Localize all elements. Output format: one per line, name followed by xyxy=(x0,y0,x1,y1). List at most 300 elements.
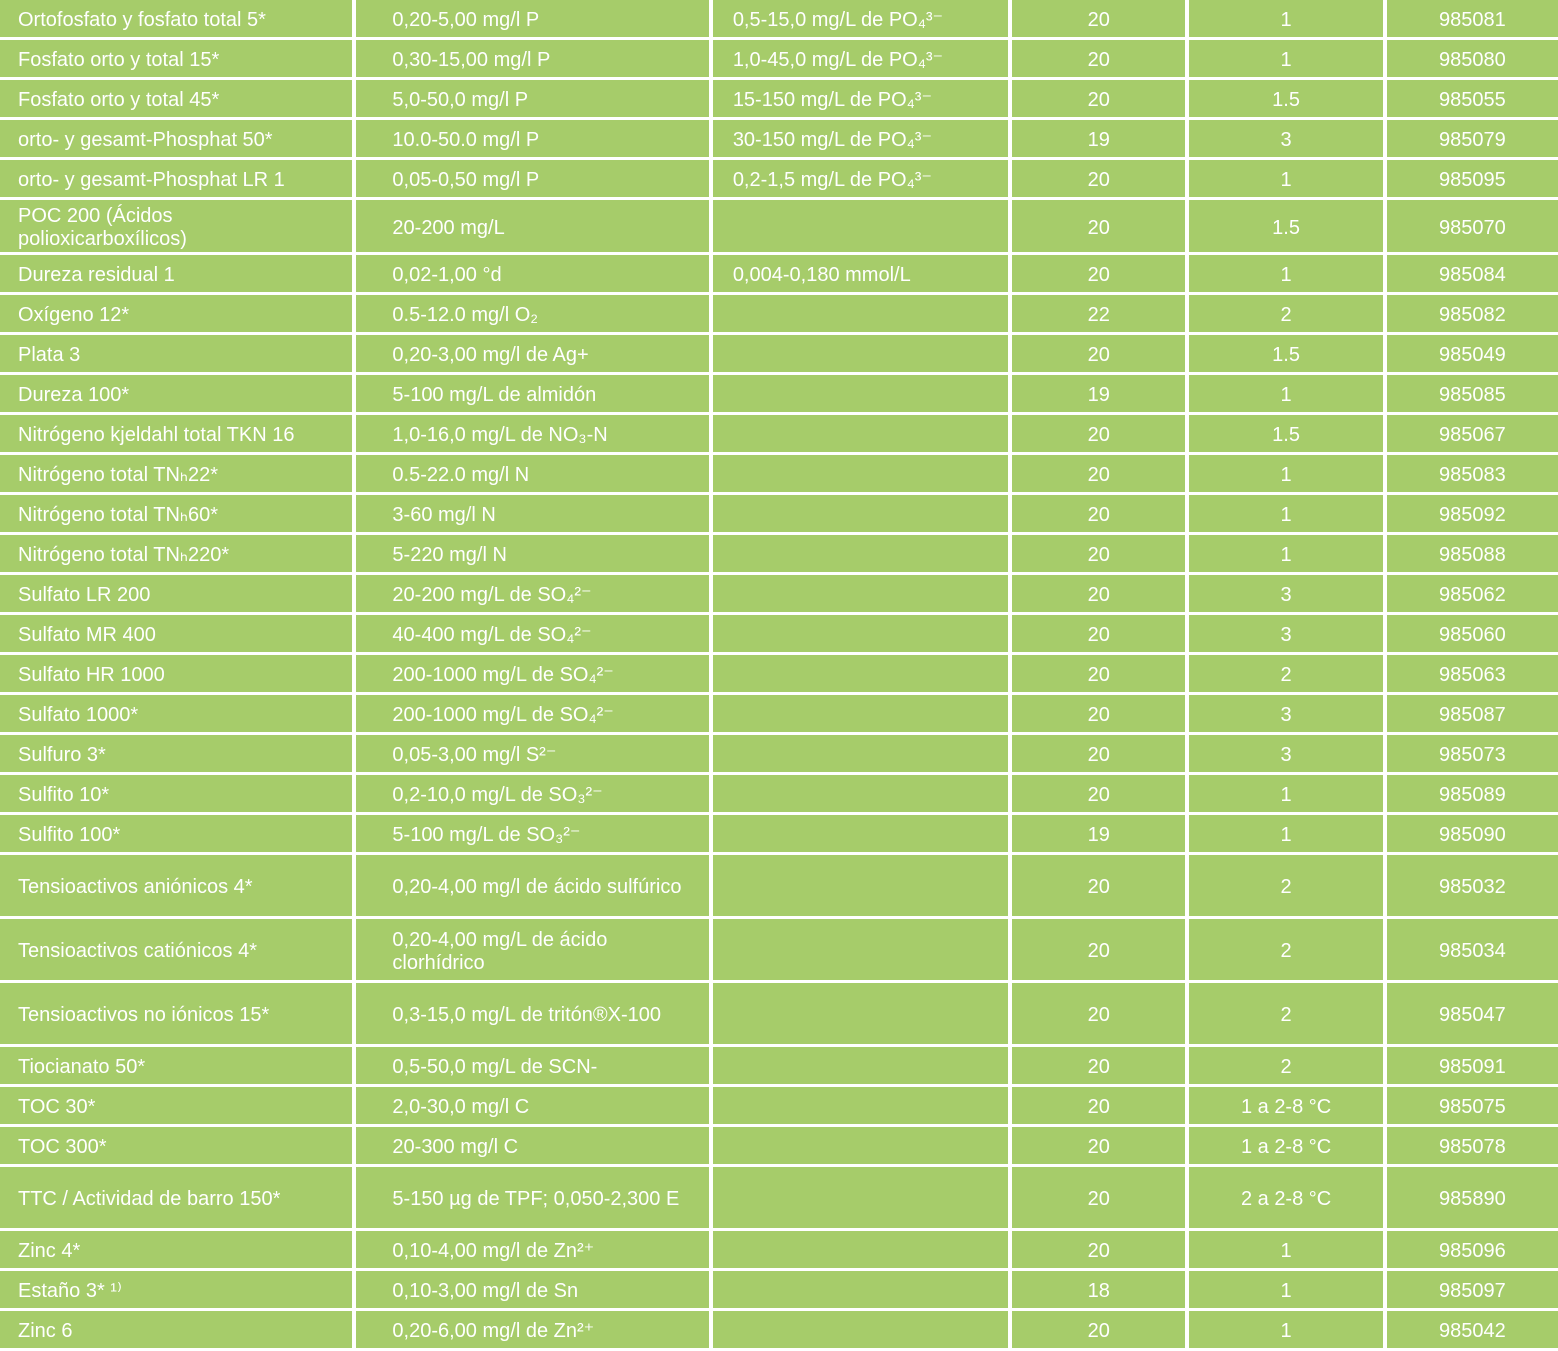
article-code-cell-text: 985095 xyxy=(1439,169,1506,191)
test-name-cell-text: Tiocianato 50* xyxy=(18,1056,146,1078)
table-row xyxy=(0,535,1558,572)
tests-count-cell xyxy=(1012,695,1185,732)
time-cell xyxy=(1189,535,1383,572)
alternate-range-cell xyxy=(713,1087,1008,1124)
tests-count-cell xyxy=(1012,919,1185,980)
alternate-range-cell xyxy=(713,1127,1008,1164)
table-row xyxy=(0,1311,1558,1348)
time-cell-text: 3 xyxy=(1280,744,1292,766)
measuring-range-cell xyxy=(356,120,708,157)
time-cell xyxy=(1189,120,1383,157)
article-code-cell-text: 985081 xyxy=(1439,9,1506,31)
test-name-cell xyxy=(0,1311,352,1348)
alternate-range-cell xyxy=(713,1231,1008,1268)
test-name-cell-text: Ortofosfato y fosfato total 5* xyxy=(18,9,266,31)
table-row xyxy=(0,1167,1558,1228)
article-code-cell xyxy=(1387,1231,1558,1268)
time-cell xyxy=(1189,815,1383,852)
article-code-cell xyxy=(1387,335,1558,372)
table-row xyxy=(0,80,1558,117)
article-code-cell-text: 985078 xyxy=(1439,1136,1506,1158)
time-cell-text: 3 xyxy=(1280,584,1292,606)
article-code-cell xyxy=(1387,1311,1558,1348)
tests-count-cell xyxy=(1012,120,1185,157)
time-cell-text: 2 a 2-8 °C xyxy=(1240,1188,1332,1210)
measuring-range-cell-text: 200-1000 mg/L de SO₄²⁻ xyxy=(392,664,614,686)
tests-count-cell-text: 20 xyxy=(1087,784,1110,806)
article-code-cell-text: 985087 xyxy=(1439,704,1506,726)
alternate-range-cell-text: 0,5-15,0 mg/L de PO₄³⁻ xyxy=(732,9,944,31)
table-row xyxy=(0,1047,1558,1084)
measuring-range-cell xyxy=(356,255,708,292)
measuring-range-cell-text: 1,0-16,0 mg/L de NO₃-N xyxy=(392,424,608,446)
measuring-range-cell xyxy=(356,1047,708,1084)
table-row xyxy=(0,455,1558,492)
time-cell xyxy=(1189,1047,1383,1084)
tests-count-cell xyxy=(1012,1047,1185,1084)
measuring-range-cell xyxy=(356,495,708,532)
tests-count-cell-text: 20 xyxy=(1087,744,1110,766)
time-cell-text: 3 xyxy=(1280,704,1292,726)
tests-count-cell-text: 20 xyxy=(1087,216,1110,239)
time-cell xyxy=(1189,1087,1383,1124)
tests-count-cell xyxy=(1012,1087,1185,1124)
time-cell xyxy=(1189,1311,1383,1348)
alternate-range-cell xyxy=(713,535,1008,572)
time-cell-text: 3 xyxy=(1280,624,1292,646)
article-code-cell xyxy=(1387,535,1558,572)
alternate-range-cell xyxy=(713,40,1008,77)
alternate-range-cell xyxy=(713,655,1008,692)
alternate-range-cell xyxy=(713,255,1008,292)
measuring-range-cell xyxy=(356,1087,708,1124)
test-name-cell-text: Sulfuro 3* xyxy=(18,744,106,766)
test-name-cell-text: Dureza 100* xyxy=(18,384,130,406)
measuring-range-cell xyxy=(356,815,708,852)
table-row xyxy=(0,160,1558,197)
test-name-cell-text: Nitrógeno total TNₕ60* xyxy=(18,504,219,526)
time-cell-text: 1 xyxy=(1280,1320,1292,1342)
article-code-cell xyxy=(1387,1087,1558,1124)
test-name-cell-text: Fosfato orto y total 45* xyxy=(18,89,220,111)
article-code-cell-text: 985032 xyxy=(1439,876,1506,898)
article-code-cell-text: 985079 xyxy=(1439,129,1506,151)
tests-count-cell xyxy=(1012,375,1185,412)
time-cell-text: 1.5 xyxy=(1272,216,1300,239)
article-code-cell xyxy=(1387,615,1558,652)
time-cell-text: 1 a 2-8 °C xyxy=(1240,1096,1332,1118)
time-cell xyxy=(1189,1231,1383,1268)
tests-count-cell-text: 20 xyxy=(1087,89,1110,111)
article-code-cell-text: 985097 xyxy=(1439,1280,1506,1302)
measuring-range-cell-text: 0,20-6,00 mg/l de Zn²⁺ xyxy=(392,1320,595,1342)
test-name-cell-text: Estaño 3* ¹⁾ xyxy=(18,1280,122,1302)
measuring-range-cell-text: 20-300 mg/l C xyxy=(392,1136,519,1158)
tests-count-cell-text: 20 xyxy=(1087,424,1110,446)
time-cell xyxy=(1189,919,1383,980)
tests-count-cell-text: 20 xyxy=(1087,504,1110,526)
measuring-range-cell-text: 0,10-3,00 mg/l de Sn xyxy=(392,1280,579,1302)
measuring-range-cell xyxy=(356,735,708,772)
time-cell-text: 1 xyxy=(1280,544,1292,566)
measuring-range-cell xyxy=(356,775,708,812)
article-code-cell xyxy=(1387,695,1558,732)
article-code-cell-text: 985049 xyxy=(1439,344,1506,366)
article-code-cell xyxy=(1387,735,1558,772)
time-cell xyxy=(1189,1271,1383,1308)
tests-count-cell-text: 20 xyxy=(1087,169,1110,191)
measuring-range-cell xyxy=(356,919,708,980)
alternate-range-cell xyxy=(713,80,1008,117)
test-name-cell-text: Zinc 6 xyxy=(18,1320,73,1342)
measuring-range-cell xyxy=(356,655,708,692)
table-row xyxy=(0,200,1558,252)
test-name-cell-text: Sulfato HR 1000 xyxy=(18,664,165,686)
test-name-cell xyxy=(0,815,352,852)
article-code-cell-text: 985067 xyxy=(1439,424,1506,446)
alternate-range-cell xyxy=(713,855,1008,916)
alternate-range-cell xyxy=(713,415,1008,452)
test-name-cell xyxy=(0,415,352,452)
tests-count-cell-text: 20 xyxy=(1087,544,1110,566)
test-name-cell xyxy=(0,335,352,372)
measuring-range-cell xyxy=(356,1271,708,1308)
tests-count-cell xyxy=(1012,1167,1185,1228)
time-cell-text: 1 xyxy=(1280,384,1292,406)
tests-count-cell xyxy=(1012,1311,1185,1348)
measuring-range-cell xyxy=(356,160,708,197)
test-name-cell-text: Sulfato 1000* xyxy=(18,704,139,726)
test-name-cell-text: TTC / Actividad de barro 150* xyxy=(18,1188,281,1210)
measuring-range-cell xyxy=(356,455,708,492)
time-cell-text: 1.5 xyxy=(1272,424,1300,446)
test-name-cell xyxy=(0,1047,352,1084)
article-code-cell-text: 985083 xyxy=(1439,464,1506,486)
measuring-range-cell-text: 5,0-50,0 mg/l P xyxy=(392,89,529,111)
tests-count-cell-text: 20 xyxy=(1087,940,1110,962)
article-code-cell-text: 985062 xyxy=(1439,584,1506,606)
test-name-cell-text: Tensioactivos aniónicos 4* xyxy=(18,876,253,898)
test-name-cell xyxy=(0,375,352,412)
time-cell-text: 1 a 2-8 °C xyxy=(1240,1136,1332,1158)
tests-count-cell xyxy=(1012,855,1185,916)
test-name-cell xyxy=(0,983,352,1044)
test-name-cell-text: orto- y gesamt-Phosphat LR 1 xyxy=(18,169,285,191)
time-cell xyxy=(1189,160,1383,197)
article-code-cell-text: 985090 xyxy=(1439,824,1506,846)
article-code-cell xyxy=(1387,200,1558,252)
tests-count-cell-text: 20 xyxy=(1087,344,1110,366)
tests-count-cell xyxy=(1012,815,1185,852)
test-name-cell xyxy=(0,1167,352,1228)
test-name-cell xyxy=(0,655,352,692)
measuring-range-cell-text: 10.0-50.0 mg/l P xyxy=(392,129,540,151)
measuring-range-cell-text: 0,2-10,0 mg/L de SO₃²⁻ xyxy=(392,784,603,806)
time-cell xyxy=(1189,855,1383,916)
time-cell xyxy=(1189,1127,1383,1164)
table-row xyxy=(0,0,1558,37)
tests-count-cell xyxy=(1012,160,1185,197)
test-name-cell-text: POC 200 (Ácidos polioxicarboxílicos) xyxy=(18,205,187,250)
table-row xyxy=(0,375,1558,412)
table-row xyxy=(0,855,1558,916)
table-row xyxy=(0,120,1558,157)
article-code-cell xyxy=(1387,815,1558,852)
tests-count-cell xyxy=(1012,335,1185,372)
test-name-cell-text: Sulfito 10* xyxy=(18,784,110,806)
article-code-cell xyxy=(1387,855,1558,916)
measuring-range-cell xyxy=(356,615,708,652)
tests-count-cell-text: 20 xyxy=(1087,1096,1110,1118)
article-code-cell-text: 985073 xyxy=(1439,744,1506,766)
test-name-cell xyxy=(0,80,352,117)
time-cell xyxy=(1189,40,1383,77)
time-cell xyxy=(1189,1167,1383,1228)
alternate-range-cell xyxy=(713,160,1008,197)
time-cell-text: 2 xyxy=(1280,1056,1292,1078)
time-cell-text: 3 xyxy=(1280,129,1292,151)
article-code-cell-text: 985096 xyxy=(1439,1240,1506,1262)
time-cell-text: 2 xyxy=(1280,664,1292,686)
measuring-range-cell xyxy=(356,335,708,372)
tests-count-cell xyxy=(1012,200,1185,252)
article-code-cell-text: 985080 xyxy=(1439,49,1506,71)
alternate-range-cell xyxy=(713,919,1008,980)
measuring-range-cell-text: 0,3-15,0 mg/L de tritón®X-100 xyxy=(392,1004,661,1026)
test-name-cell xyxy=(0,200,352,252)
tests-count-cell xyxy=(1012,1271,1185,1308)
measuring-range-cell-text: 3-60 mg/l N xyxy=(392,504,496,526)
tests-count-cell xyxy=(1012,735,1185,772)
tests-count-cell-text: 20 xyxy=(1087,1188,1110,1210)
article-code-cell xyxy=(1387,919,1558,980)
test-name-cell xyxy=(0,855,352,916)
measuring-range-cell-text: 0.5-12.0 mg/l O₂ xyxy=(392,304,539,326)
measuring-range-cell-text: 0,20-5,00 mg/l P xyxy=(392,9,540,31)
measuring-range-cell-text: 0,02-1,00 °d xyxy=(392,264,502,286)
time-cell-text: 1 xyxy=(1280,784,1292,806)
test-name-cell xyxy=(0,775,352,812)
test-name-cell xyxy=(0,0,352,37)
measuring-range-cell xyxy=(356,40,708,77)
time-cell xyxy=(1189,983,1383,1044)
tests-count-cell xyxy=(1012,983,1185,1044)
test-name-cell-text: Dureza residual 1 xyxy=(18,264,175,286)
measuring-range-cell xyxy=(356,575,708,612)
measuring-range-cell xyxy=(356,0,708,37)
tests-count-cell-text: 20 xyxy=(1087,1320,1110,1342)
test-name-cell xyxy=(0,160,352,197)
tests-count-cell-text: 20 xyxy=(1087,664,1110,686)
measuring-range-cell-text: 5-100 mg/L de SO₃²⁻ xyxy=(392,824,581,846)
test-name-cell-text: Nitrógeno total TNₕ22* xyxy=(18,464,219,486)
tests-count-cell xyxy=(1012,535,1185,572)
article-code-cell-text: 985070 xyxy=(1439,216,1506,239)
measuring-range-cell-text: 20-200 mg/L de SO₄²⁻ xyxy=(392,584,592,606)
tests-count-cell xyxy=(1012,1127,1185,1164)
table-row xyxy=(0,40,1558,77)
measuring-range-cell-text: 5-220 mg/l N xyxy=(392,544,507,566)
tests-count-cell xyxy=(1012,775,1185,812)
alternate-range-cell xyxy=(713,983,1008,1044)
test-name-cell xyxy=(0,1271,352,1308)
time-cell xyxy=(1189,695,1383,732)
alternate-range-cell xyxy=(713,695,1008,732)
article-code-cell xyxy=(1387,1271,1558,1308)
alternate-range-cell xyxy=(713,815,1008,852)
measuring-range-cell-text: 0,20-3,00 mg/l de Ag+ xyxy=(392,344,589,366)
tests-count-cell xyxy=(1012,0,1185,37)
time-cell-text: 1 xyxy=(1280,9,1292,31)
tests-count-cell-text: 20 xyxy=(1087,49,1110,71)
time-cell-text: 1 xyxy=(1280,264,1292,286)
time-cell-text: 2 xyxy=(1280,940,1292,962)
article-code-cell xyxy=(1387,415,1558,452)
article-code-cell-text: 985060 xyxy=(1439,624,1506,646)
table-row xyxy=(0,919,1558,980)
measuring-range-cell-text: 2,0-30,0 mg/l C xyxy=(392,1096,530,1118)
tests-count-cell-text: 20 xyxy=(1087,9,1110,31)
test-name-cell-text: TOC 300* xyxy=(18,1136,107,1158)
table-row xyxy=(0,983,1558,1044)
alternate-range-cell xyxy=(713,1167,1008,1228)
alternate-range-cell xyxy=(713,1311,1008,1348)
alternate-range-cell xyxy=(713,495,1008,532)
test-name-cell xyxy=(0,1087,352,1124)
test-name-cell xyxy=(0,615,352,652)
alternate-range-cell xyxy=(713,375,1008,412)
article-code-cell-text: 985084 xyxy=(1439,264,1506,286)
test-name-cell-text: orto- y gesamt-Phosphat 50* xyxy=(18,129,273,151)
table-row xyxy=(0,735,1558,772)
table-row xyxy=(0,415,1558,452)
article-code-cell xyxy=(1387,455,1558,492)
article-code-cell xyxy=(1387,295,1558,332)
alternate-range-cell xyxy=(713,1271,1008,1308)
time-cell-text: 1 xyxy=(1280,1240,1292,1262)
test-name-cell xyxy=(0,575,352,612)
alternate-range-cell xyxy=(713,200,1008,252)
measuring-range-cell-text: 0,20-4,00 mg/L de ácido clorhídrico xyxy=(392,928,608,974)
test-name-cell-text: Tensioactivos catiónicos 4* xyxy=(18,940,258,962)
article-code-cell-text: 985085 xyxy=(1439,384,1506,406)
time-cell-text: 1 xyxy=(1280,169,1292,191)
measuring-range-cell xyxy=(356,1167,708,1228)
alternate-range-cell-text: 0,004-0,180 mmol/L xyxy=(732,264,911,286)
article-code-cell-text: 985082 xyxy=(1439,304,1506,326)
article-code-cell xyxy=(1387,375,1558,412)
article-code-cell-text: 985088 xyxy=(1439,544,1506,566)
tests-count-cell-text: 20 xyxy=(1087,876,1110,898)
alternate-range-cell xyxy=(713,295,1008,332)
time-cell xyxy=(1189,0,1383,37)
tests-count-cell-text: 20 xyxy=(1087,1240,1110,1262)
test-name-cell-text: Sulfato MR 400 xyxy=(18,624,156,646)
tests-count-cell-text: 20 xyxy=(1087,1136,1110,1158)
tests-count-cell-text: 20 xyxy=(1087,264,1110,286)
measuring-range-cell xyxy=(356,855,708,916)
measuring-range-cell-text: 0,10-4,00 mg/l de Zn²⁺ xyxy=(392,1240,595,1262)
time-cell-text: 2 xyxy=(1280,1004,1292,1026)
table-row xyxy=(0,1271,1558,1308)
tests-count-cell-text: 19 xyxy=(1087,824,1110,846)
article-code-cell-text: 985091 xyxy=(1439,1056,1506,1078)
test-name-cell-text: Sulfito 100* xyxy=(18,824,121,846)
article-code-cell xyxy=(1387,255,1558,292)
time-cell-text: 1.5 xyxy=(1272,89,1300,111)
measuring-range-cell xyxy=(356,1311,708,1348)
test-name-cell xyxy=(0,919,352,980)
measuring-range-cell-text: 5-100 mg/L de almidón xyxy=(392,384,597,406)
article-code-cell xyxy=(1387,0,1558,37)
article-code-cell xyxy=(1387,80,1558,117)
test-name-cell xyxy=(0,455,352,492)
article-code-cell-text: 985055 xyxy=(1439,89,1506,111)
tests-count-cell xyxy=(1012,415,1185,452)
time-cell xyxy=(1189,655,1383,692)
article-code-cell xyxy=(1387,575,1558,612)
alternate-range-cell xyxy=(713,1047,1008,1084)
article-code-cell xyxy=(1387,1047,1558,1084)
measuring-range-cell xyxy=(356,80,708,117)
time-cell xyxy=(1189,375,1383,412)
article-code-cell-text: 985034 xyxy=(1439,940,1506,962)
tests-count-cell xyxy=(1012,40,1185,77)
table-row xyxy=(0,575,1558,612)
test-name-cell-text: Nitrógeno total TNₕ220* xyxy=(18,544,230,566)
time-cell xyxy=(1189,735,1383,772)
test-name-cell xyxy=(0,1231,352,1268)
time-cell xyxy=(1189,80,1383,117)
article-code-cell xyxy=(1387,1167,1558,1228)
measuring-range-cell-text: 0,20-4,00 mg/l de ácido sulfúrico xyxy=(392,876,682,898)
time-cell xyxy=(1189,200,1383,252)
time-cell xyxy=(1189,495,1383,532)
measuring-range-cell-text: 0,5-50,0 mg/L de SCN- xyxy=(392,1056,598,1078)
article-code-cell xyxy=(1387,1127,1558,1164)
measuring-range-cell xyxy=(356,983,708,1044)
time-cell-text: 1 xyxy=(1280,824,1292,846)
tests-count-cell-text: 20 xyxy=(1087,1004,1110,1026)
test-name-cell-text: Plata 3 xyxy=(18,344,81,366)
alternate-range-cell-text: 1,0-45,0 mg/L de PO₄³⁻ xyxy=(732,49,944,71)
measuring-range-cell-text: 0,30-15,00 mg/l P xyxy=(392,49,551,71)
test-name-cell-text: Fosfato orto y total 15* xyxy=(18,49,220,71)
table-row xyxy=(0,1087,1558,1124)
measuring-range-cell-text: 0.5-22.0 mg/l N xyxy=(392,464,530,486)
measuring-range-cell xyxy=(356,1127,708,1164)
tests-count-cell xyxy=(1012,295,1185,332)
alternate-range-cell xyxy=(713,735,1008,772)
table-row xyxy=(0,295,1558,332)
table-row xyxy=(0,495,1558,532)
table-row xyxy=(0,255,1558,292)
measuring-range-cell xyxy=(356,695,708,732)
article-code-cell-text: 985063 xyxy=(1439,664,1506,686)
article-code-cell-text: 985042 xyxy=(1439,1320,1506,1342)
alternate-range-cell xyxy=(713,455,1008,492)
article-code-cell-text: 985089 xyxy=(1439,784,1506,806)
article-code-cell xyxy=(1387,40,1558,77)
alternate-range-cell xyxy=(713,775,1008,812)
measuring-range-cell-text: 0,05-0,50 mg/l P xyxy=(392,169,540,191)
test-name-cell xyxy=(0,535,352,572)
table-row xyxy=(0,775,1558,812)
tests-count-cell-text: 20 xyxy=(1087,624,1110,646)
measuring-range-cell xyxy=(356,375,708,412)
measuring-range-cell-text: 40-400 mg/L de SO₄²⁻ xyxy=(392,624,592,646)
test-name-cell xyxy=(0,735,352,772)
